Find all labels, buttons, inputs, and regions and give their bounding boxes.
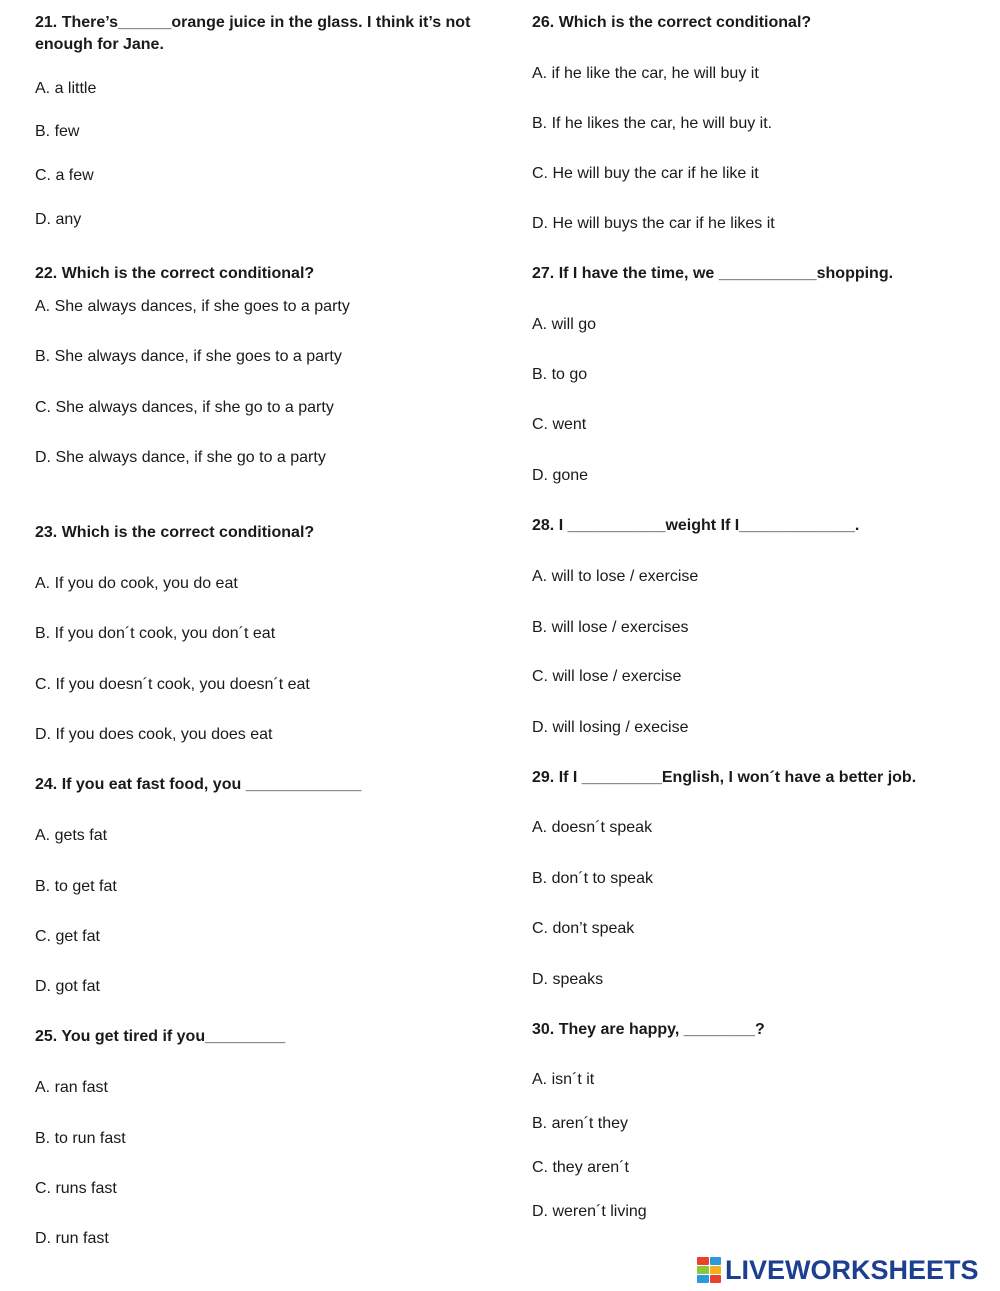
option-a[interactable]: A. She always dances, if she goes to a party (35, 298, 350, 315)
question-stem: 29. If I _________English, I won´t have a better job. (532, 769, 917, 786)
question-stem: 24. If you eat fast food, you _____________ (35, 776, 362, 793)
option-a[interactable]: A. if he like the car, he will buy it (532, 65, 759, 82)
option-b[interactable]: B. aren´t they (532, 1115, 629, 1132)
option-b[interactable]: B. to go (532, 366, 588, 383)
option-c[interactable]: C. If you doesn´t cook, you doesn´t eat (35, 676, 310, 693)
question-stem: 21. There’s______orange juice in the glass. I think it’s not enough for Jane. (35, 14, 471, 53)
liveworksheets-logo-icon (697, 1257, 721, 1283)
option-b[interactable]: B. will lose / exercises (532, 619, 689, 636)
option-d[interactable]: D. She always dance, if she go to a party (35, 449, 326, 466)
option-d[interactable]: D. weren´t living (532, 1203, 647, 1220)
option-d[interactable]: D. He will buys the car if he likes it (532, 215, 775, 232)
option-b[interactable]: B. to get fat (35, 878, 117, 895)
option-a[interactable]: A. doesn´t speak (532, 819, 653, 836)
option-b[interactable]: B. She always dance, if she goes to a party (35, 348, 342, 365)
option-c[interactable]: C. He will buy the car if he like it (532, 165, 759, 182)
option-b[interactable]: B. few (35, 123, 80, 140)
option-a[interactable]: A. will go (532, 316, 597, 333)
option-a[interactable]: A. will to lose / exercise (532, 568, 699, 585)
option-d[interactable]: D. will losing / execise (532, 719, 689, 736)
option-d[interactable]: D. got fat (35, 978, 100, 995)
option-a[interactable]: A. a little (35, 80, 97, 97)
option-c[interactable]: C. they aren´t (532, 1159, 629, 1176)
option-c[interactable]: C. a few (35, 167, 94, 184)
option-c[interactable]: C. get fat (35, 928, 100, 945)
option-d[interactable]: D. gone (532, 467, 589, 484)
option-a[interactable]: A. gets fat (35, 827, 108, 844)
question-stem: 28. I ___________weight If I_____________. (532, 517, 860, 534)
option-b[interactable]: B. If you don´t cook, you don´t eat (35, 625, 276, 642)
option-a[interactable]: A. ran fast (35, 1079, 108, 1096)
logo-text: LIVEWORKSHEETS (725, 1254, 979, 1285)
question-stem: 23. Which is the correct conditional? (35, 524, 315, 541)
option-c[interactable]: C. runs fast (35, 1180, 117, 1197)
option-c[interactable]: C. don’t speak (532, 920, 635, 937)
option-c[interactable]: C. will lose / exercise (532, 668, 682, 685)
option-d[interactable]: D. run fast (35, 1230, 109, 1247)
question-stem: 26. Which is the correct conditional? (532, 14, 812, 31)
question-stem: 27. If I have the time, we ___________shopping. (532, 265, 894, 282)
option-d[interactable]: D. any (35, 211, 82, 228)
question-stem: 25. You get tired if you_________ (35, 1028, 286, 1045)
option-d[interactable]: D. speaks (532, 971, 604, 988)
option-b[interactable]: B. to run fast (35, 1130, 126, 1147)
option-c[interactable]: C. She always dances, if she go to a party (35, 399, 334, 416)
liveworksheets-logo (697, 1253, 993, 1287)
option-c[interactable]: C. went (532, 416, 587, 433)
option-a[interactable]: A. If you do cook, you do eat (35, 575, 238, 592)
option-b[interactable]: B. don´t to speak (532, 870, 653, 887)
question-stem: 30. They are happy, ________? (532, 1021, 765, 1038)
question-stem: 22. Which is the correct conditional? (35, 265, 315, 282)
option-b[interactable]: B. If he likes the car, he will buy it. (532, 115, 773, 132)
option-d[interactable]: D. If you does cook, you does eat (35, 726, 273, 743)
option-a[interactable]: A. isn´t it (532, 1071, 595, 1088)
